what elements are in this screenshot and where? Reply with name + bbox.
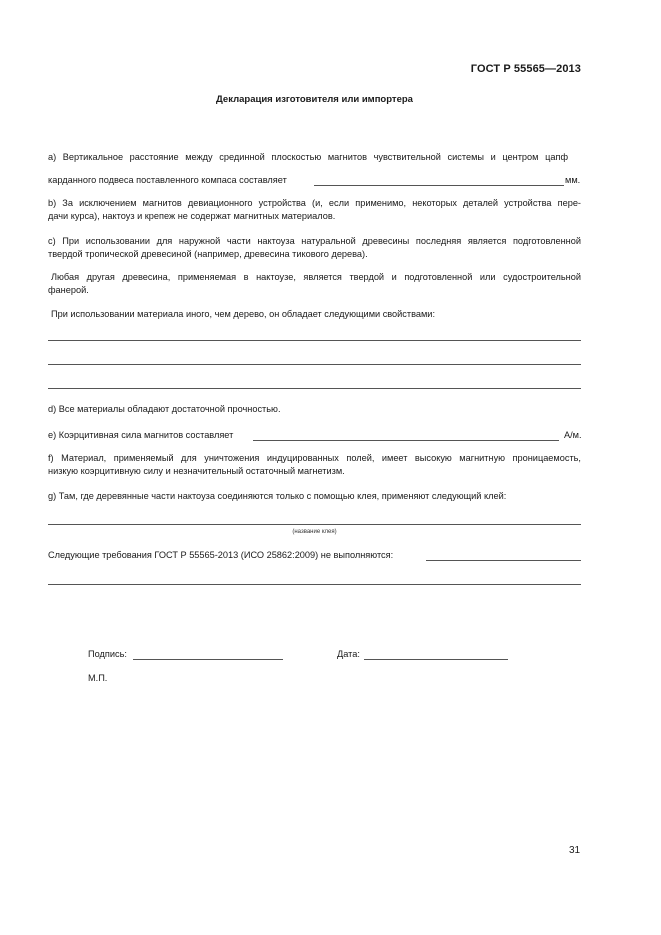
item-b-line1: b) За исключением магнитов девиационного устройства (и, если применимо, некоторых деталей устройства пере-: [48, 198, 581, 208]
properties-line-1[interactable]: [48, 340, 581, 341]
glue-name-caption: (название клея): [292, 529, 337, 535]
item-e-unit: А/м.: [564, 430, 582, 440]
date-field[interactable]: [364, 659, 508, 660]
date-label: Дата:: [337, 649, 360, 659]
page-number: 31: [569, 845, 581, 856]
glue-name-field[interactable]: [48, 524, 581, 525]
item-a-unit: мм.: [565, 175, 581, 185]
page-title: Декларация изготовителя или импортера: [216, 94, 413, 105]
signature-field[interactable]: [133, 659, 283, 660]
requirements-field-line[interactable]: [48, 584, 581, 585]
document-header: ГОСТ Р 55565—2013: [470, 63, 581, 75]
stamp-label: М.П.: [88, 673, 108, 683]
item-a-field[interactable]: [314, 185, 564, 186]
item-b-line2: дачи курса), нактоуз и крепеж не содержат магнитных материалов.: [48, 211, 336, 221]
item-c-line2: твердой тропической древесиной (например, древесина тикового дерева).: [48, 249, 368, 259]
signature-label: Подпись:: [88, 649, 127, 659]
item-c-line5: При использовании материала иного, чем дерево, он обладает следующими свойствами:: [51, 309, 435, 319]
item-c-line3: Любая другая древесина, применяемая в нактоузе, является твердой и подготовленной или судостроительной: [51, 272, 581, 282]
item-d-text: d) Все материалы обладают достаточной прочностью.: [48, 404, 281, 414]
properties-line-2[interactable]: [48, 364, 581, 365]
properties-line-3[interactable]: [48, 388, 581, 389]
item-g-text: g) Там, где деревянные части нактоуза соединяются только с помощью клея, применяют следующий клей:: [48, 491, 507, 501]
item-e-text: е) Коэрцитивная сила магнитов составляет: [48, 430, 234, 440]
item-c-line1: с) При использовании для наружной части нактоуза натуральной древесины последняя является подготовленной: [48, 236, 581, 246]
item-a-line1: а) Вертикальное расстояние между срединной плоскостью магнитов чувствительной системы и центром цапф: [48, 152, 568, 162]
item-c-line4: фанерой.: [48, 285, 89, 295]
requirements-text: Следующие требования ГОСТ Р 55565-2013 (ИСО 25862:2009) не выполняются:: [48, 550, 394, 560]
item-a-line2: карданного подвеса поставленного компаса составляет: [48, 175, 287, 185]
item-e-field[interactable]: [253, 440, 559, 441]
requirements-field-inline[interactable]: [426, 560, 581, 561]
item-f-line2: низкую коэрцитивную силу и незначительный остаточный магнетизм.: [48, 466, 345, 476]
item-f-line1: f) Материал, применяемый для уничтожения индуцированных полей, имеет высокую магнитную проницаемость,: [48, 453, 581, 463]
